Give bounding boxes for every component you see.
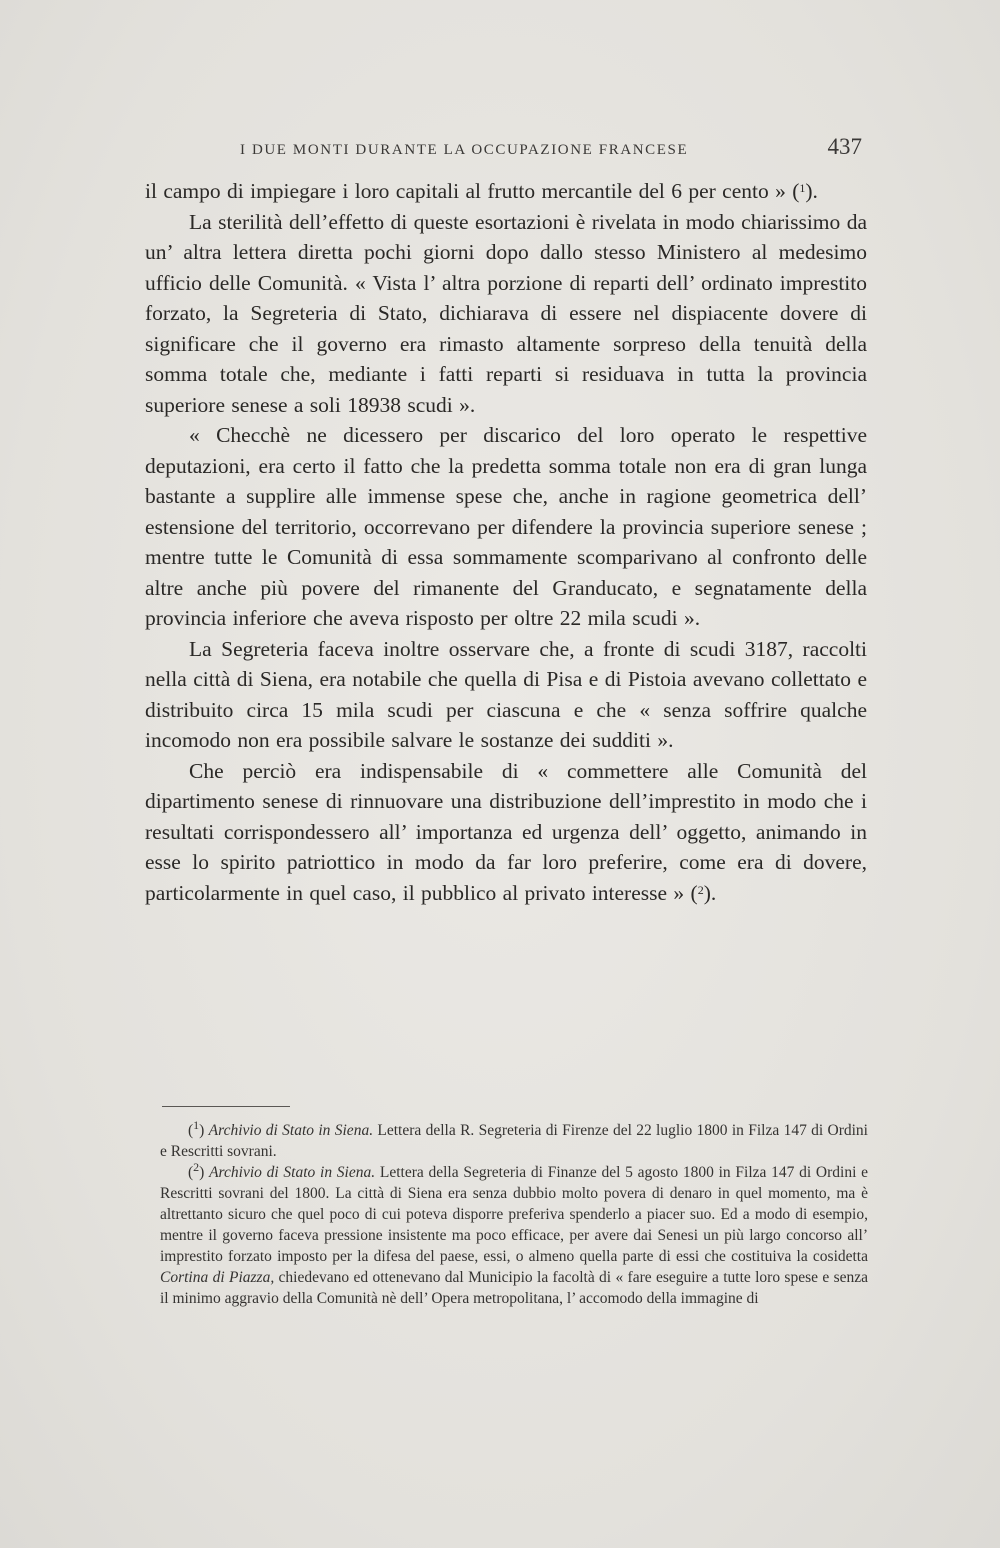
- paragraph-2: La sterilità dell’effetto di queste esortazioni è rivelata in modo chiarissimo da un’ altra lettera diretta pochi giorni dopo dallo stesso Ministero al medesimo ufficio delle Comunità. « Vista l’ altra porzione di reparti dell’ ordinato imprestito forzato, la Segreteria di Stato, dichiarava di essere nel dispiacente dovere di significare che il governo era rimasto altamente sorpreso della tenuità della somma totale che, mediante i fatti reparti si residuava in tutta la provincia superiore senese a soli 18938 scudi ».: [145, 209, 867, 417]
- paragraph-1: il campo di impiegare i loro capitali al frutto mercantile del 6 per cento » ($^1$).: [145, 179, 818, 203]
- footnote-source: Archivio di Stato in Siena.: [208, 1122, 374, 1139]
- footnote-source: Archivio di Stato in Siena.: [209, 1164, 376, 1181]
- footnote-ref-1: 1: [799, 181, 806, 195]
- paragraph-3: « Checchè ne dicessero per discarico del loro operato le respettive deputazioni, era certo il fatto che la predetta somma totale non era di gran lunga bastante a supplire alle immense spese che, anche in ragione geometrica dell’ estensione del territorio, occorrevano per difendere la provincia superiore senese ; mentre tutte le Comunità di essa sommamente scomparivano al confronto delle altre anche più povere del rimanente del Granducato, e segnatamente della provincia inferiore che aveva risposto per oltre 22 mila scudi ».: [145, 423, 867, 630]
- page-number: 437: [827, 134, 862, 159]
- main-text: [145, 176, 867, 908]
- footnote-ref-2: 2: [697, 882, 704, 897]
- footnote-1: ($^1$) Archivio di Stato in Siena. Lettera della R. Segreteria di Firenze del 22 luglio 1800 in Filza 147 di Ordini e Rescritti sovrani.: [160, 1118, 868, 1160]
- footnote-divider: [162, 1106, 290, 1107]
- footnote-mark-2: 2: [193, 1160, 200, 1174]
- footnotes: [160, 1120, 868, 1309]
- paragraph-5: Che perciò era indispensabile di « commettere alle Comunità del dipartimento senese di rinnuovare una distribuzione dell’imprestito in modo che i resultati corrispondessero all’ importanza ed urgenza dell’ oggetto, animando in esse lo spirito patriottico in modo da far loro preferire, come era di dovere, particolarmente in quel caso, il pubblico al privato interesse » ($^2$).: [145, 758, 867, 905]
- running-title: I DUE MONTI DURANTE LA OCCUPAZIONE FRANCESE: [240, 142, 689, 158]
- paragraph-4: La Segreteria faceva inoltre osservare che, a fronte di scudi 3187, raccolti nella città di Siena, era notabile che quella di Pisa e di Pistoia avevano collettato e distribuito circa 15 mila scudi per ciascuna e che « senza soffrire qualche incomodo non era possibile salvare le sostanze dei sudditi ».: [145, 636, 867, 752]
- footnote-2: ($^2$) Archivio di Stato in Siena. Lettera della Segreteria di Finanze del 5 agosto 1800 in Filza 147 di Ordini e Rescritti sovrani del 1800. La città di Siena era senza dubbio molto povera di denaro in quel momento, ma è altrettanto sicuro che quel poco di cui poteva disporre preferiva spenderlo a piacer suo. Ed a modo di esempio, mentre il governo faceva pressione insistente ma poco efficace, per avere dai Senesi un più largo concorso all’ imprestito forzato imposto per la difesa del paese, essi, o almeno quella parte di essi che costituiva la cosidetta Cortina di Piazza, chiedevano ed ottenevano dal Municipio la facoltà di « fare eseguire a tutte loro spese e senza il minimo aggravio della Comunità nè dell’ Opera metropolitana, l’ accomodo della immagine di: [160, 1160, 868, 1307]
- footnote-mark-1: 1: [193, 1118, 200, 1132]
- page-header: [240, 134, 862, 168]
- footnote-italic-term: Cortina di Piazza,: [160, 1269, 275, 1286]
